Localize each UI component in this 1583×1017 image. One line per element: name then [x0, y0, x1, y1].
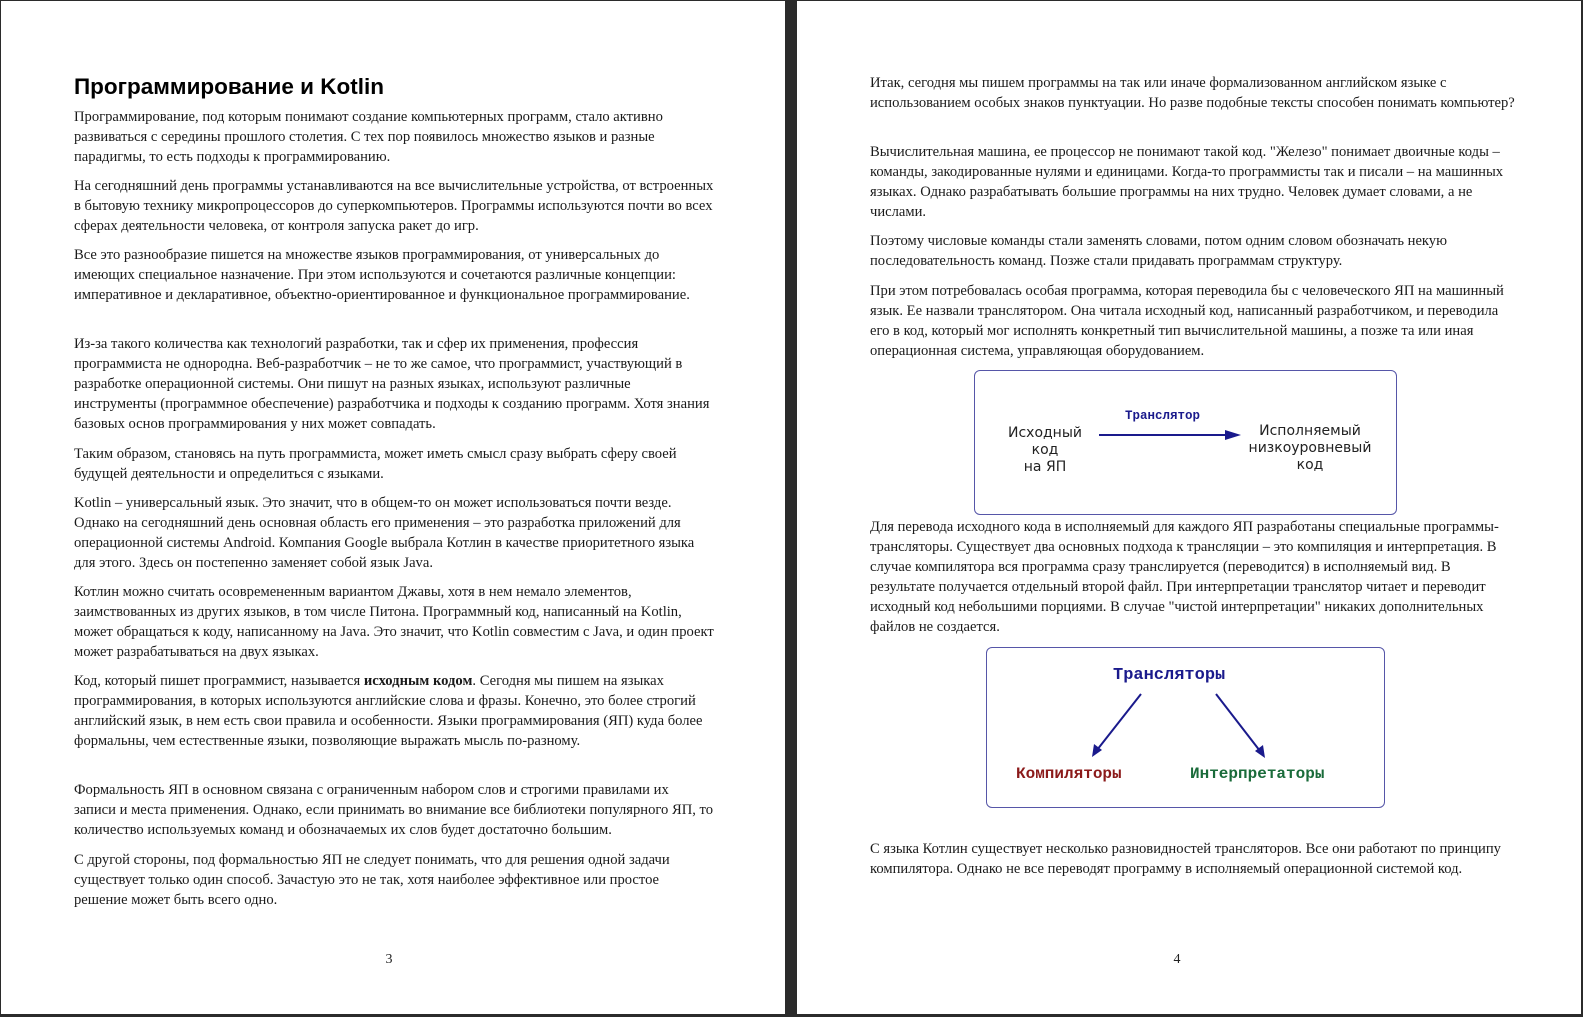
paragraph: Итак, сегодня мы пишем программы на так или иначе формализованном английском языке с использованием особых знаков пунктуации. Но разве подобные тексты способен понимать компьютер?: [870, 75, 1515, 111]
interpreters-label: Интерпретаторы: [1190, 765, 1325, 783]
paragraph: Котлин можно считать осовремененным вариантом Джавы, хотя в нем немало элементов, заимствованных из других языков, в том числе Питона. Программный код, написанный на Kotlin, может обращаться к коду, написанному на Java. Это значит, что Kotlin совместим с Java, и один проект может разрабатываться на двух языках.: [74, 584, 714, 660]
paragraph: На сегодняшний день программы устанавливаются на все вычислительные устройства, от встроенных в бытовую технику микропроцессоров до суперкомпьютеров. Программы используются почти во всех сферах деятельности человека, от контроля запуска ракет до игр.: [74, 178, 714, 234]
label-line: на ЯП: [1023, 459, 1067, 475]
label-line: Исходный: [1007, 425, 1082, 441]
paragraph: Все это разнообразие пишется на множестве языков программирования, от универсальных до имеющих специальное назначение. При этом используются и сочетаются различные концепции: императивное и декларативное, объектно-ориентированное и функциональное программирование.: [74, 247, 690, 303]
page-4: [797, 1, 1581, 1014]
paragraph: С другой стороны, под формальностью ЯП не следует понимать, что для решения одной задачи существует только один способ. Зачастую это не так, хотя наиболее эффективное или простое решение может быть всего одно.: [74, 852, 670, 908]
paragraph: Вычислительная машина, ее процессор не понимают такой код. "Железо" понимает двоичные коды – команды, закодированные нулями и единицами. Когда-то программисты так и писали – на машинных языках. Однако разрабатывать большие программы на них трудно. Человек думает словами, а не числами.: [870, 144, 1504, 220]
label-line: код: [1031, 442, 1059, 458]
label-line: низкоуровневый: [1248, 440, 1372, 456]
paragraph: Kotlin – универсальный язык. Это значит, что в общем-то он может использоваться почти везде. Однако на сегодняшний день основная область его применения – это разработка приложений для операционной системы Android. Компания Google выбрала Котлин в качестве приоритетного языка для этого. Здесь он постепенно заменяет собой язык Java.: [74, 495, 695, 571]
compilers-label: Компиляторы: [1016, 765, 1122, 783]
label-line: Исполняемый: [1259, 423, 1361, 439]
page-number: 3: [385, 952, 393, 967]
page-3: [1, 1, 785, 1014]
paragraph: Поэтому числовые команды стали заменять словами, потом одним словом обозначать некую последовательность команд. Позже стали придавать программам структуру.: [870, 233, 1448, 269]
paragraph-text: . Сегодня мы пишем на языках программирования, в которых используются английские слова и фразы. Конечно, это более строгий английский язык, в нем есть свои правила и особенности. Языки программирования (ЯП) куда более формальны, чем естественные языки, позволяющие выражать мысль по-разному.: [74, 673, 703, 749]
paragraph-source-code: [74, 671, 714, 751]
paragraph: При этом потребовалась особая программа, которая переводила бы с человеческого ЯП на машинный язык. Ее назвали транслятором. Она читала исходный код, написанный разработчиком, и переводила его в код, который мог исполнять конкретный тип вычислительной машины, а позже та или иная операционная система, управляющая оборудованием.: [870, 283, 1504, 359]
translator-diagram: [974, 370, 1397, 515]
branch-arrows-icon: [987, 648, 1384, 807]
bold-term: исходным кодом: [363, 673, 473, 689]
page-title: Программирование и Kotlin: [74, 74, 384, 99]
executable-code-label: [1245, 423, 1375, 474]
page-number: 4: [1173, 952, 1181, 967]
paragraph: Таким образом, становясь на путь программиста, может иметь смысл сразу выбрать сферу своей будущей деятельности и определиться с языками.: [74, 446, 677, 482]
translator-label: Транслятор: [1125, 409, 1201, 423]
paragraph: С языка Котлин существует несколько разновидностей трансляторов. Все они работают по принципу компилятора. Однако не все переводят программу в исполняемый операционной системой код.: [870, 841, 1501, 877]
paragraph: Для перевода исходного кода в исполняемый для каждого ЯП разработаны специальные программы-трансляторы. Существует два основных подхода к трансляции – это компиляция и интерпретация. В случае компилятора вся программа сразу транслируется (переводится) в исполняемый вид. В результате получается отдельный второй файл. При интерпретации транслятор читает и переводит исходный код небольшими порциями. В случае "чистой интерпретации" никаких дополнительных файлов не создается.: [870, 519, 1499, 635]
label-line: код: [1296, 457, 1324, 473]
paragraph-text: Код, который пишет программист, называется: [74, 673, 364, 689]
paragraph: Из-за такого количества как технологий разработки, так и сфер их применения, профессия программиста не однородна. Веб-разработчик – не то же самое, что программист, участвующий в разработке операционной системы. Они пишут на разных языках, используют различные инструменты (программное обеспечение) разработчика и подходы к созданию программ. Хотя знания базовых основ программирования у них может совпадать.: [74, 336, 710, 432]
translators-root-label: Трансляторы: [1113, 666, 1226, 685]
translator-types-diagram: [986, 647, 1385, 808]
paragraph: Формальность ЯП в основном связана с ограниченным набором слов и строгими правилами их записи и места применения. Однако, если принимать во внимание все библиотеки популярного ЯП, то количество используемых команд и обозначаемых их слов будет достаточно большим.: [74, 782, 714, 838]
paragraph: Программирование, под которым понимают создание компьютерных программ, стало активно развиваться с середины прошлого столетия. С тех пор появилось множество языков и разные парадигмы, то есть подходы к программированию.: [74, 109, 663, 165]
